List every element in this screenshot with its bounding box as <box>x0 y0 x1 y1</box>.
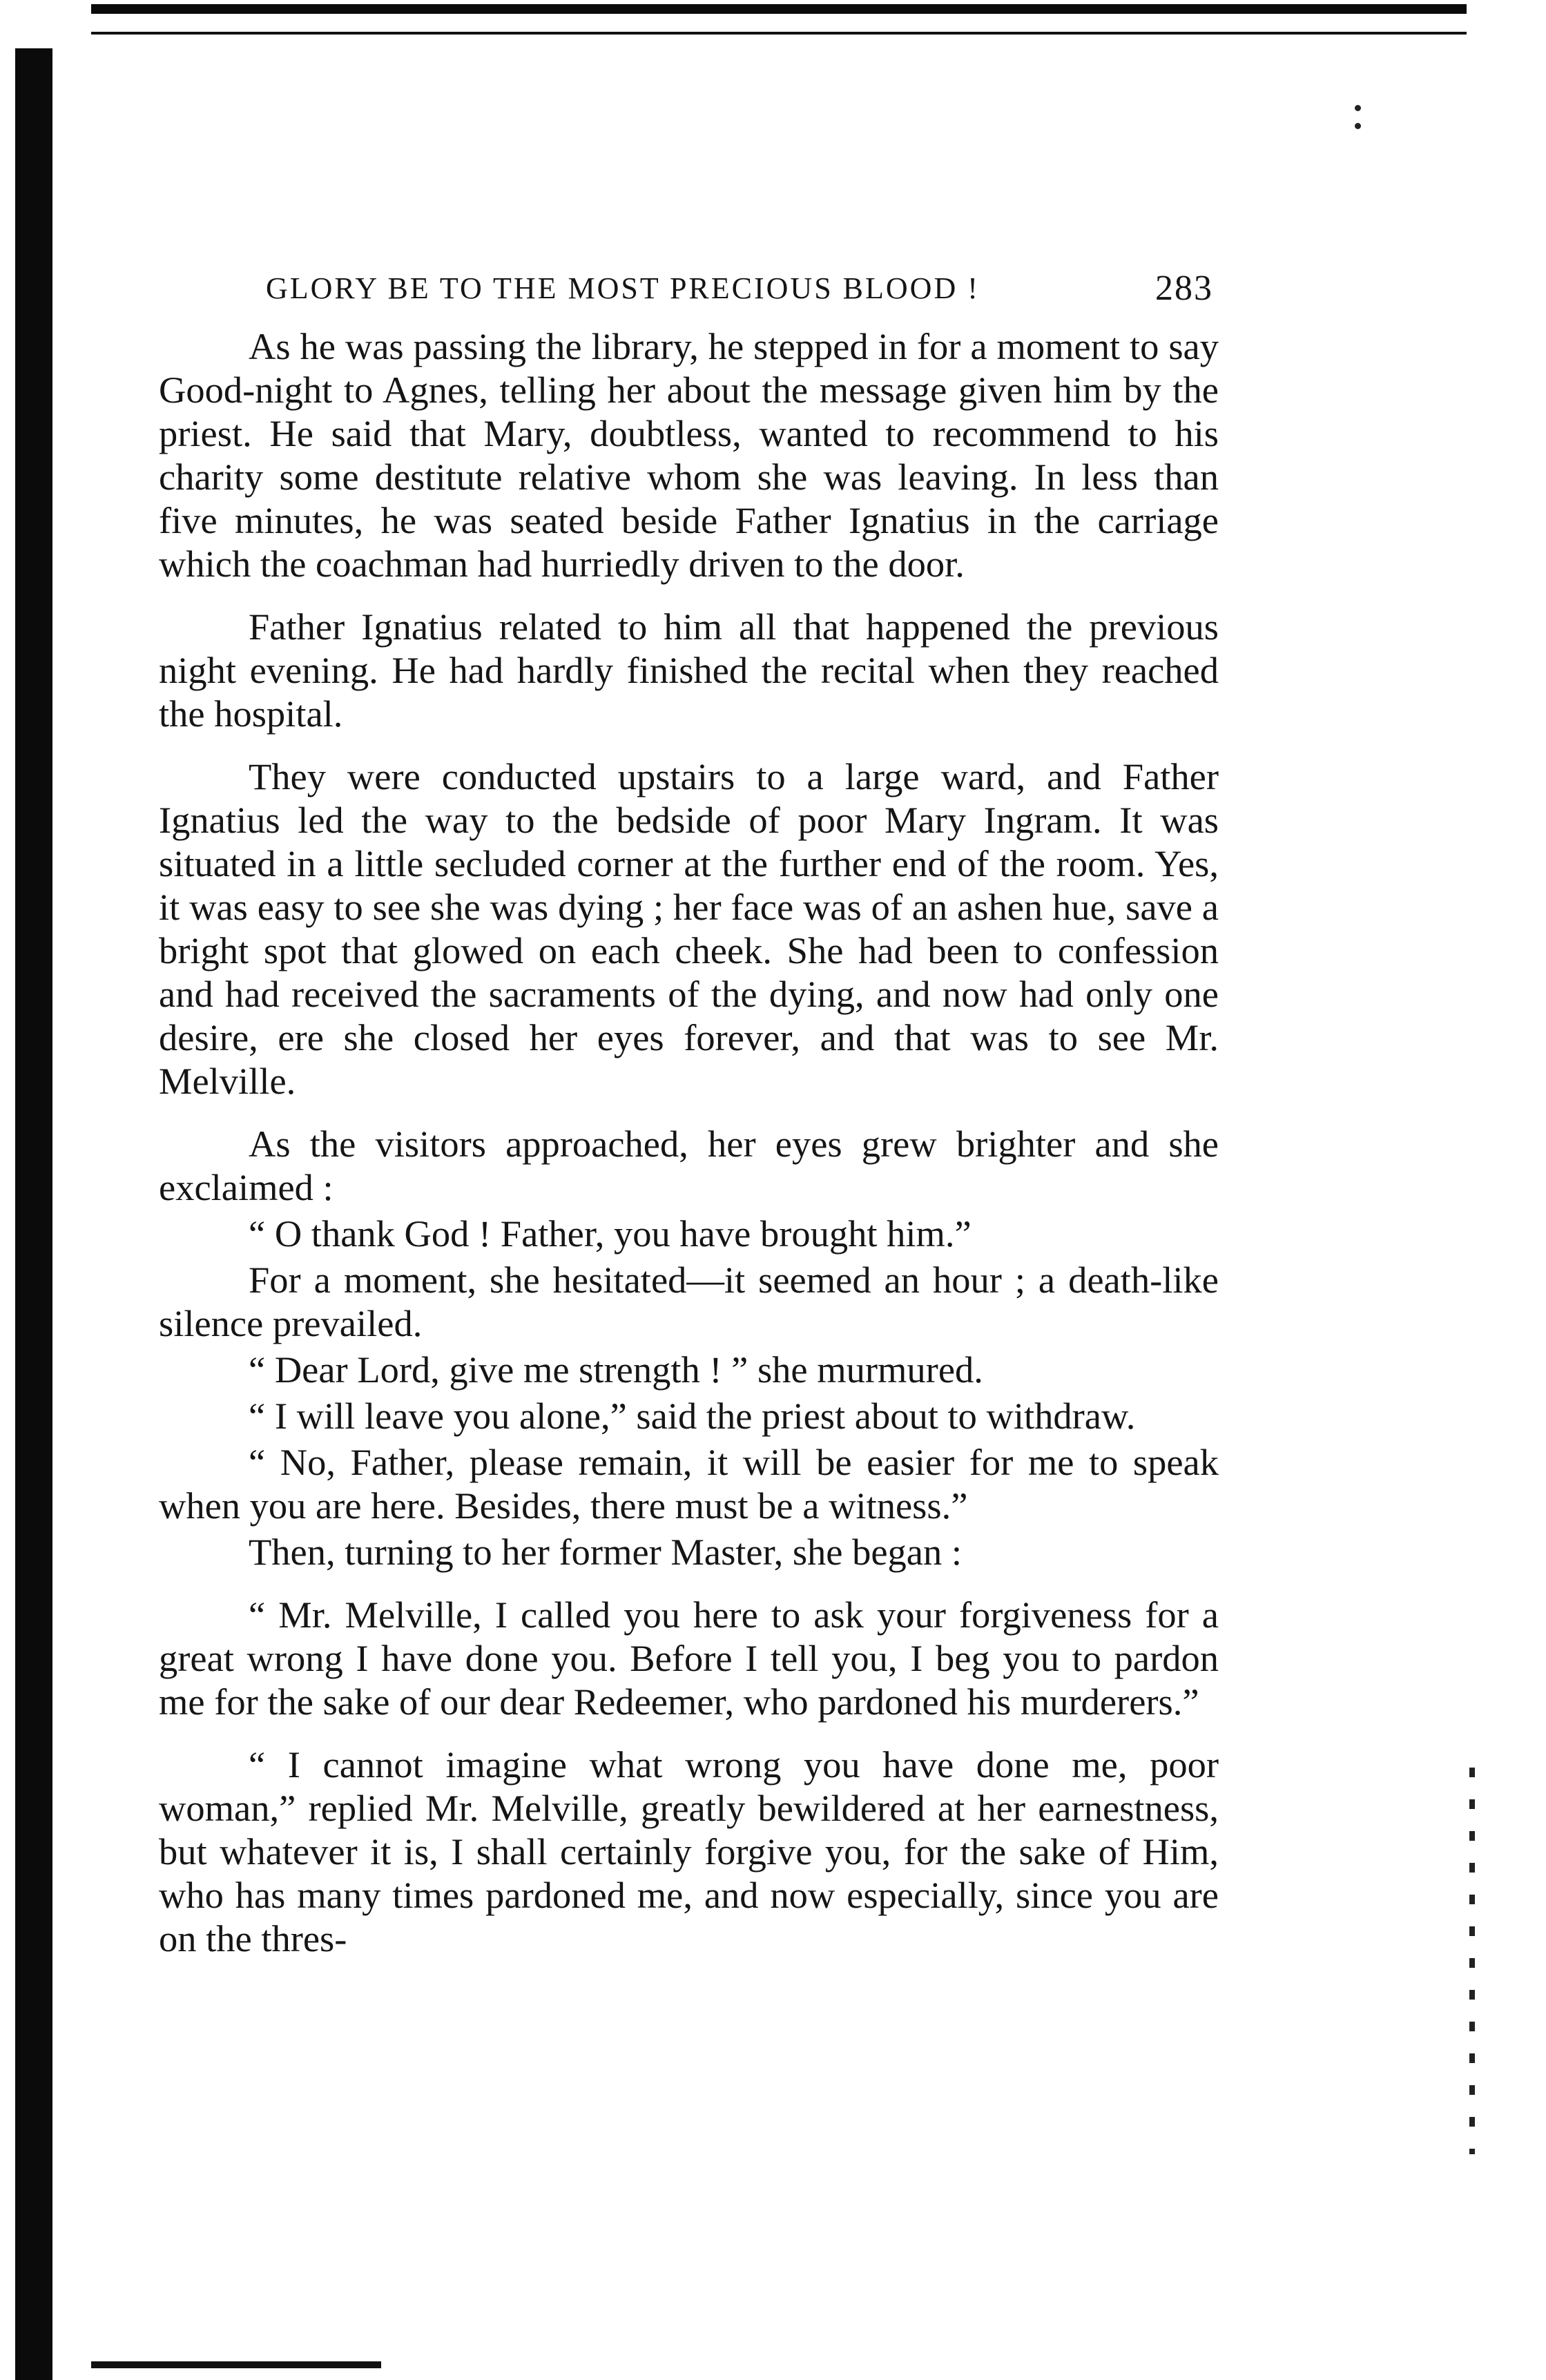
paragraph: “ I cannot imagine what wrong you have done me, poor woman,” replied Mr. Melville, greatly bewildered at her earnestness, but whatever it is, I shall certainly forgive you, for the sake of Him, who has many times pardoned me, and now especially, since you are on the thres- <box>159 1743 1219 1960</box>
page-number: 283 <box>1155 269 1213 308</box>
running-head <box>266 261 1213 316</box>
body-text <box>159 325 1219 1980</box>
paragraph: For a moment, she hesitated—it seemed an hour ; a death-like silence prevailed. <box>159 1259 1219 1344</box>
paragraph: Then, turning to her former Master, she began : <box>249 1531 962 1573</box>
paragraph: As he was passing the library, he stepped in for a moment to say Good-night to Agnes, telling her about the message given him by the priest. He said that Mary, doubtless, wanted to recommend to his charity some destitute relative whom she was leaving. In less than five minutes, he was seated beside Father Ignatius in the carriage which the coachman had hurriedly driven to the door. <box>159 325 1219 585</box>
scan-speck <box>1355 123 1361 129</box>
paragraph: Father Ignatius related to him all that happened the previous night evening. He had hardly finished the recital when they reached the hospital. <box>159 606 1219 735</box>
paragraph: “ Dear Lord, give me strength ! ” she murmured. <box>249 1348 983 1391</box>
scan-rule-top <box>91 32 1467 35</box>
scan-edge-left <box>15 48 52 2380</box>
running-head-title: GLORY BE TO THE MOST PRECIOUS BLOOD ! <box>266 271 980 305</box>
paragraph: As the visitors approached, her eyes grew brighter and she exclaimed : <box>159 1123 1219 1208</box>
paragraph: “ No, Father, please remain, it will be easier for me to speak when you are here. Besides, there must be a witness.” <box>159 1441 1219 1527</box>
paragraph: “ O thank God ! Father, you have brought him.” <box>249 1212 972 1255</box>
scan-speck <box>1355 105 1361 111</box>
scan-edge-top <box>91 4 1467 14</box>
paragraph: “ I will leave you alone,” said the priest about to withdraw. <box>249 1395 1136 1437</box>
scan-specks-right <box>1469 1768 1475 2154</box>
paragraph: “ Mr. Melville, I called you here to ask your forgiveness for a great wrong I have done you. Before I tell you, I beg you to pardon me for the sake of our dear Redeemer, who pardoned his murderers.” <box>159 1594 1219 1723</box>
paragraph: They were conducted upstairs to a large ward, and Father Ignatius led the way to the bedside of poor Mary Ingram. It was situated in a little secluded corner at the further end of the room. Yes, it was easy to see she was dying ; her face was of an ashen hue, save a bright spot that glowed on each cheek. She had been to confession and had received the sacraments of the dying, and now had only one desire, ere she closed her eyes forever, and that was to see Mr. Melville. <box>159 755 1219 1102</box>
scan-edge-bottom <box>91 2361 381 2368</box>
